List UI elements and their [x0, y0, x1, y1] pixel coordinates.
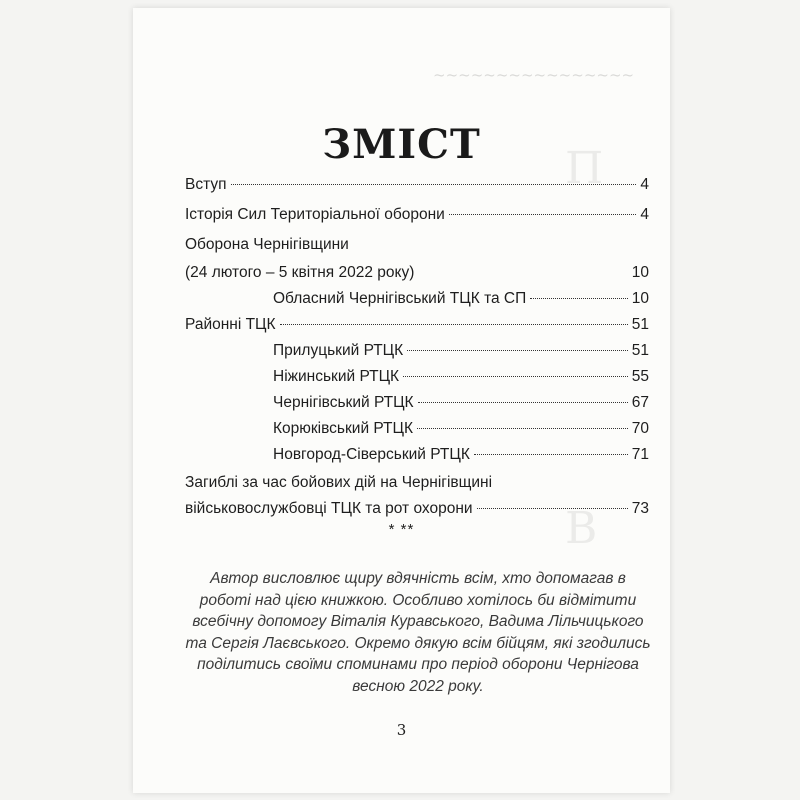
- toc-entry-page: 51: [631, 316, 649, 333]
- toc-entry-label: Чернігівський РТЦК: [273, 394, 414, 411]
- acknowledgement-paragraph: Автор висловлює щиру вдячність всім, хто допомагав в роботі над цією книжкою. Особливо хотілось би відмітити всебічну допомогу Віталія Куравського, Вадима Лільчицького та Сергія Лаєвського. Окремо дякую всім бійцям, які згодились поділитись своїми споминами про період оборони Чернігова весною 2022 року.: [185, 570, 651, 695]
- toc-entry-label: (24 лютого – 5 квітня 2022 року): [185, 264, 415, 281]
- show-through-drop-cap-p: П: [565, 143, 604, 194]
- toc-entry[interactable]: [185, 172, 649, 198]
- toc-entry[interactable]: [185, 312, 649, 338]
- toc-leader-dots: [474, 454, 628, 455]
- toc-leader-dots: [407, 350, 628, 351]
- toc-leader-dots: [231, 184, 637, 185]
- toc-entry-page: 70: [631, 420, 649, 437]
- toc-entry-label: військовослужбовці ТЦК та рот охорони: [185, 500, 473, 517]
- toc-entry-label: Історія Сил Територіальної оборони: [185, 206, 445, 223]
- toc-leader-dots: [280, 324, 628, 325]
- page-title: ЗМІСТ: [322, 121, 481, 168]
- toc-entry[interactable]: [185, 416, 649, 442]
- toc-entry-label: Вступ: [185, 176, 227, 193]
- toc-entry[interactable]: [185, 232, 649, 258]
- toc-entry-label: Оборона Чернігівщини: [185, 236, 349, 253]
- table-of-contents: [185, 172, 649, 522]
- toc-entry-page: 10: [631, 264, 649, 281]
- book-page: [133, 8, 670, 793]
- toc-entry-label: Загиблі за час бойових дій на Чернігівщині: [185, 474, 493, 491]
- toc-entry[interactable]: [185, 364, 649, 390]
- show-through-drop-cap-v: В: [565, 503, 598, 554]
- toc-entry-label: Прилуцький РТЦК: [273, 342, 404, 359]
- toc-entry-page: 73: [631, 500, 649, 517]
- toc-entry-page: 10: [631, 290, 649, 307]
- toc-leader-dots: [449, 214, 637, 215]
- toc-entry[interactable]: [185, 202, 649, 228]
- toc-leader-dots: [417, 428, 628, 429]
- toc-entry[interactable]: [185, 442, 649, 468]
- toc-entry-label: Районні ТЦК: [185, 316, 276, 333]
- toc-entry-page: 67: [631, 394, 649, 411]
- toc-leader-dots: [418, 402, 628, 403]
- toc-leader-dots: [477, 508, 628, 509]
- toc-leader-dots: [403, 376, 628, 377]
- toc-entry-label: Обласний Чернігівський ТЦК та СП: [273, 290, 527, 307]
- toc-entry-page: 71: [631, 446, 649, 463]
- toc-entry[interactable]: [185, 286, 649, 312]
- toc-entry[interactable]: [185, 496, 649, 522]
- toc-entry[interactable]: [185, 390, 649, 416]
- toc-leader-dots: [530, 298, 627, 299]
- toc-entry-page: 4: [640, 176, 649, 193]
- toc-entry-label: Новгород-Сіверський РТЦК: [273, 446, 470, 463]
- toc-entry-page: 4: [640, 206, 649, 223]
- toc-entry-label: Ніжинський РТЦК: [273, 368, 400, 385]
- toc-entry-page: 51: [631, 342, 649, 359]
- toc-entry-page: 55: [631, 368, 649, 385]
- show-through-header: ~~~~~~~~~~~~~~~~: [433, 66, 635, 84]
- toc-entry[interactable]: [185, 338, 649, 364]
- toc-entry[interactable]: [185, 260, 649, 286]
- toc-leader-dots: [418, 272, 627, 273]
- section-separator: * **: [388, 521, 415, 538]
- toc-entry-label: Корюківський РТЦК: [273, 420, 414, 437]
- page-number: 3: [396, 721, 407, 739]
- toc-entry[interactable]: [185, 470, 649, 496]
